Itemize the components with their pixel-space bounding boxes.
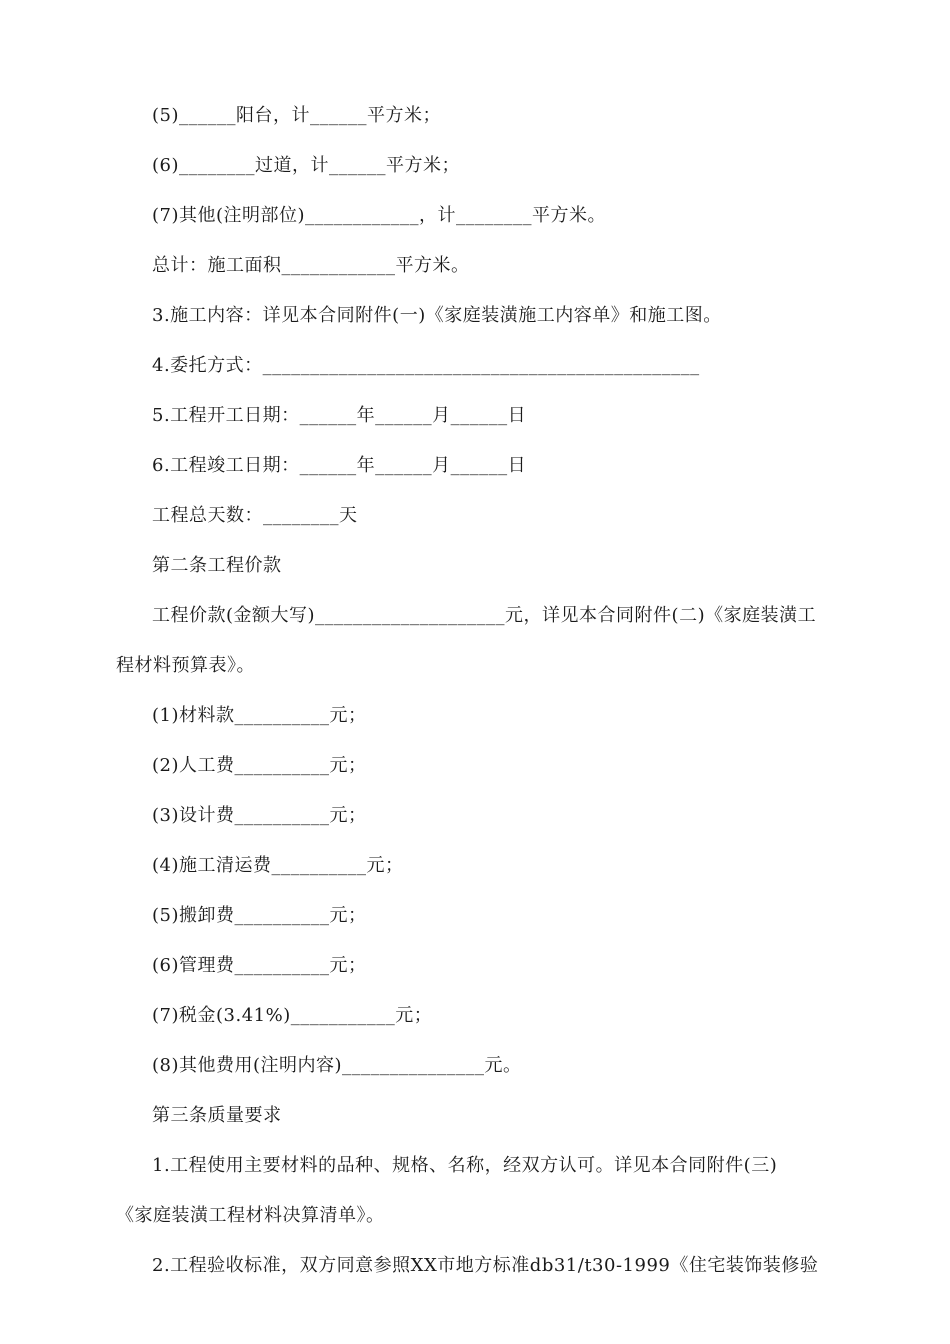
- text-line-quality-1: 1.工程使用主要材料的品种、规格、名称，经双方认可。详见本合同附件(三): [152, 1155, 778, 1176]
- text-line-total-area: 总计：施工面积____________平方米。: [152, 255, 470, 276]
- text-line-quality-2: 2.工程验收标准，双方同意参照XX市地方标准db31/t30-1999《住宅装饰装修验: [152, 1255, 819, 1276]
- text-line-material-cost: (1)材料款__________元；: [152, 705, 367, 726]
- text-line-project-price-cont: 程材料预算表》。: [116, 655, 255, 676]
- text-line-completion-date: 6.工程竣工日期：______年______月______日: [152, 455, 527, 476]
- text-line-start-date: 5.工程开工日期：______年______月______日: [152, 405, 527, 426]
- text-line-management-fee: (6)管理费__________元；: [152, 955, 367, 976]
- text-line-moving-fee: (5)搬卸费__________元；: [152, 905, 367, 926]
- text-line-corridor-area: (6)________过道，计______平方米；: [152, 155, 460, 176]
- text-line-quality-1-cont: 《家庭装潢工程材料决算清单》。: [116, 1205, 385, 1226]
- text-line-other-area: (7)其他(注明部位)____________，计________平方米。: [152, 205, 607, 226]
- text-line-construction-content: 3.施工内容：详见本合同附件(一)《家庭装潢施工内容单》和施工图。: [152, 305, 722, 326]
- text-line-total-days: 工程总天数：________天: [152, 505, 358, 526]
- text-line-balcony-area: (5)______阳台，计______平方米；: [152, 105, 441, 126]
- section-heading-article-3: 第三条质量要求: [152, 1105, 282, 1126]
- text-line-design-fee: (3)设计费__________元；: [152, 805, 367, 826]
- text-line-other-fees: (8)其他费用(注明内容)_______________元。: [152, 1055, 522, 1076]
- text-line-labor-cost: (2)人工费__________元；: [152, 755, 367, 776]
- text-line-commission-method: 4.委托方式：______________________________________________: [152, 355, 700, 376]
- text-line-cleanup-fee: (4)施工清运费__________元；: [152, 855, 404, 876]
- text-line-project-price: 工程价款(金额大写)____________________元，详见本合同附件(二)《家庭装潢工: [152, 605, 817, 626]
- section-heading-article-2: 第二条工程价款: [152, 555, 282, 576]
- text-line-tax: (7)税金(3.41%)___________元；: [152, 1005, 433, 1026]
